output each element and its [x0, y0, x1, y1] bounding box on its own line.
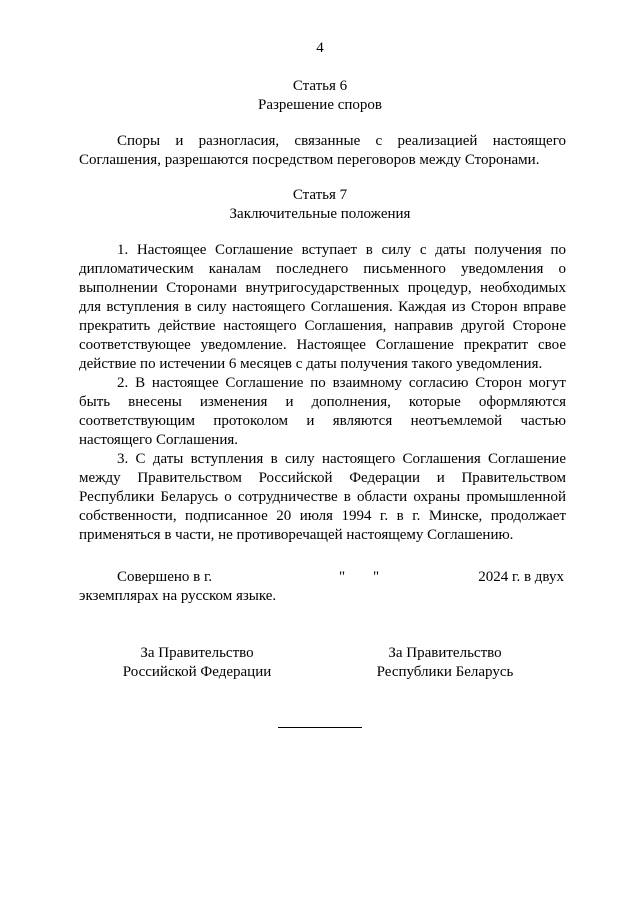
signature-block-russia	[87, 644, 307, 682]
signature-belarus-line-2: Республики Беларусь	[376, 664, 514, 680]
done-at-line-2: экземплярах на русском языке.	[79, 588, 277, 604]
article-6-body	[79, 132, 566, 170]
done-at-quote-close: "	[373, 569, 380, 585]
article-7-item-1: 1. Настоящее Соглашение вступает в силу с даты получения по дипломатическим каналам последнего письменного уведомления о выполнении Сторонами внутригосударственных процедур, необходимых для вступления в силу настоящего Соглашения. Каждая из Сторон вправе прекратить действие настоящего Соглашения, направив другой Стороне соответствующее уведомление. Настоящее Соглашение прекратит свое действие по истечении 6 месяцев с даты получения такого уведомления.	[79, 242, 566, 372]
signature-russia-line-2: Российской Федерации	[122, 664, 272, 680]
done-at-quote-open: "	[339, 569, 346, 585]
article-6-title: Статья 6	[292, 78, 348, 94]
done-at-line	[79, 568, 566, 587]
closing-rule-divider	[278, 727, 362, 728]
done-at-prefix: Совершено в г.	[117, 569, 213, 585]
article-7-item-3: 3. С даты вступления в силу настоящего Соглашения Соглашение между Правительством Российской Федерации и Правительством Республики Беларусь о сотрудничестве в области охраны промышленной собственности, подписанное 20 июля 1994 г. в г. Минске, продолжает применяться в части, не противоречащей настоящему Соглашению.	[79, 451, 566, 543]
signature-block-belarus	[335, 644, 555, 682]
article-7-subtitle: Заключительные положения	[229, 206, 411, 222]
article-6-paragraph: Споры и разногласия, связанные с реализацией настоящего Соглашения, разрешаются посредством переговоров между Сторонами.	[79, 133, 566, 168]
article-6-subtitle: Разрешение споров	[257, 97, 383, 113]
signature-belarus-line-1: За Правительство	[388, 645, 502, 661]
signature-russia-line-1: За Правительство	[140, 645, 254, 661]
article-7-body	[79, 241, 566, 545]
article-7-title: Статья 7	[292, 187, 348, 203]
article-7-item-2: 2. В настоящее Соглашение по взаимному согласию Сторон могут быть внесены изменения и дополнения, которые оформляются соответствующим протоколом и являются неотъемлемой частью настоящего Соглашения.	[79, 375, 566, 448]
page-number: 4	[316, 40, 324, 56]
done-at-year: 2024 г. в двух	[478, 569, 564, 585]
